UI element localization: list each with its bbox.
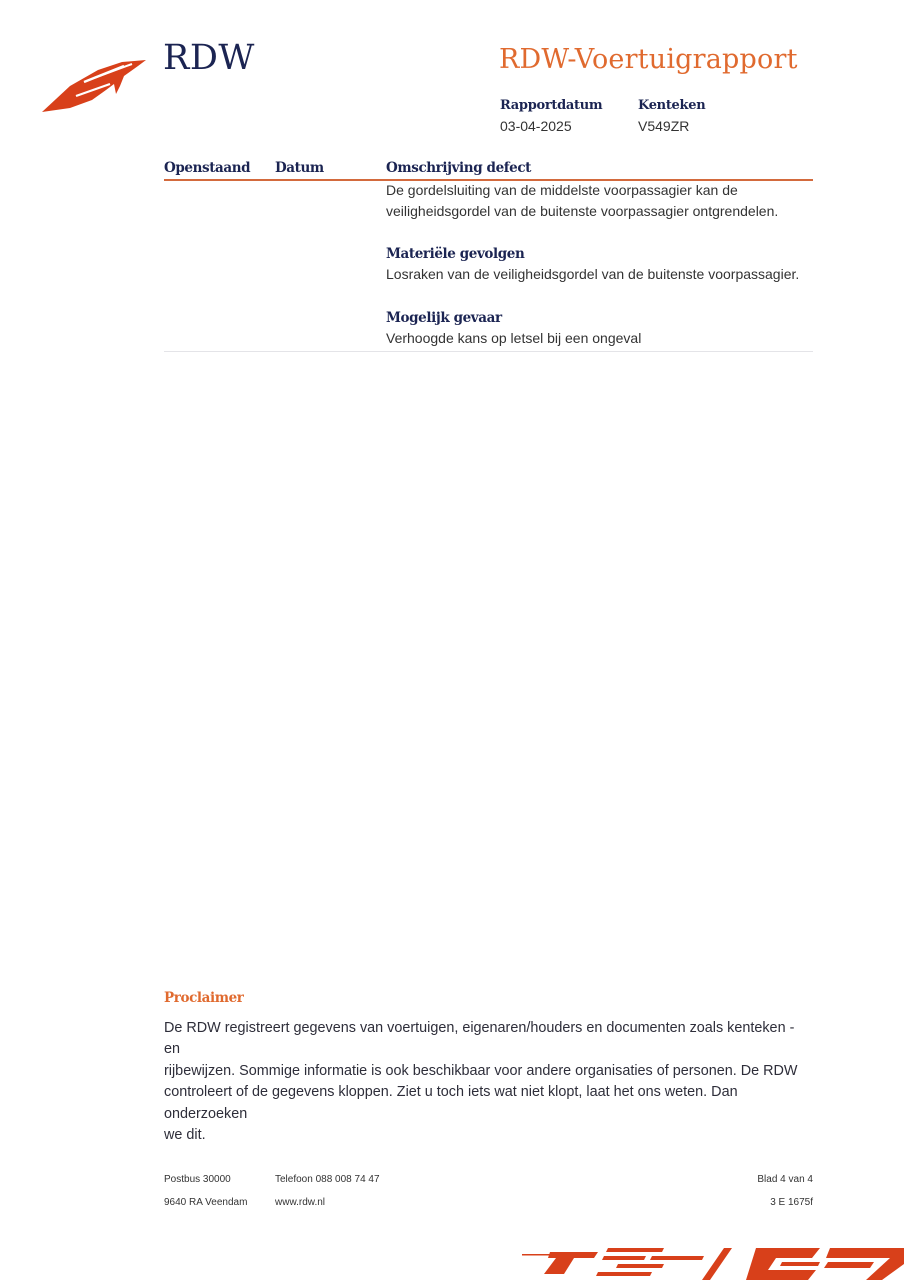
defect-description-line-2: veiligheidsgordel van de buitenste voorpassagier ontgrendelen. (386, 203, 779, 219)
material-consequences-text: Losraken van de veiligheidsgordel van de buitenste voorpassagier. (386, 266, 800, 282)
report-title: RDW-Voertuigrapport (499, 44, 798, 75)
footer-postcode-city: 9640 RA Veendam (164, 1197, 248, 1208)
rdw-feather-logo-icon (40, 56, 150, 116)
footer-document-code: 3 E 1675f (770, 1197, 813, 1208)
footer-phone: Telefoon 088 008 74 47 (275, 1174, 380, 1185)
license-plate-value: V549ZR (638, 118, 690, 134)
footer-page-number: Blad 4 van 4 (757, 1174, 813, 1185)
proclaimer-text (164, 1018, 814, 1146)
footer-postbus: Postbus 30000 (164, 1174, 231, 1185)
proclaimer-line: we dit. (164, 1127, 206, 1144)
rdw-speed-stripes-icon (520, 1244, 904, 1280)
defect-description-line-1: De gordelsluiting van de middelste voorpassagier kan de (386, 182, 738, 198)
proclaimer-line: controleert of de gegevens kloppen. Ziet u toch iets wat niet klopt, laat het ons weten. Dan onderzoeken (164, 1084, 738, 1122)
report-date-value: 03-04-2025 (500, 118, 572, 134)
logo-text: RDW (163, 38, 255, 78)
column-header-omschrijving: Omschrijving defect (386, 160, 532, 176)
proclaimer-line: rijbewijzen. Sommige informatie is ook beschikbaar voor andere organisaties of personen. De RDW (164, 1062, 798, 1079)
material-consequences-heading: Materiële gevolgen (386, 246, 525, 262)
footer-website-link[interactable]: www.rdw.nl (275, 1197, 326, 1208)
table-row-divider (164, 351, 813, 352)
proclaimer-line: De RDW registreert gegevens van voertuigen, eigenaren/houders en documenten zoals kenteken - en (164, 1020, 795, 1058)
license-plate-label: Kenteken (638, 98, 706, 113)
possible-danger-heading: Mogelijk gevaar (386, 310, 502, 326)
column-header-openstaand: Openstaand (164, 160, 251, 176)
report-date-label: Rapportdatum (500, 98, 603, 113)
possible-danger-text: Verhoogde kans op letsel bij een ongeval (386, 330, 642, 346)
column-header-datum: Datum (275, 160, 324, 176)
proclaimer-heading: Proclaimer (164, 990, 244, 1006)
